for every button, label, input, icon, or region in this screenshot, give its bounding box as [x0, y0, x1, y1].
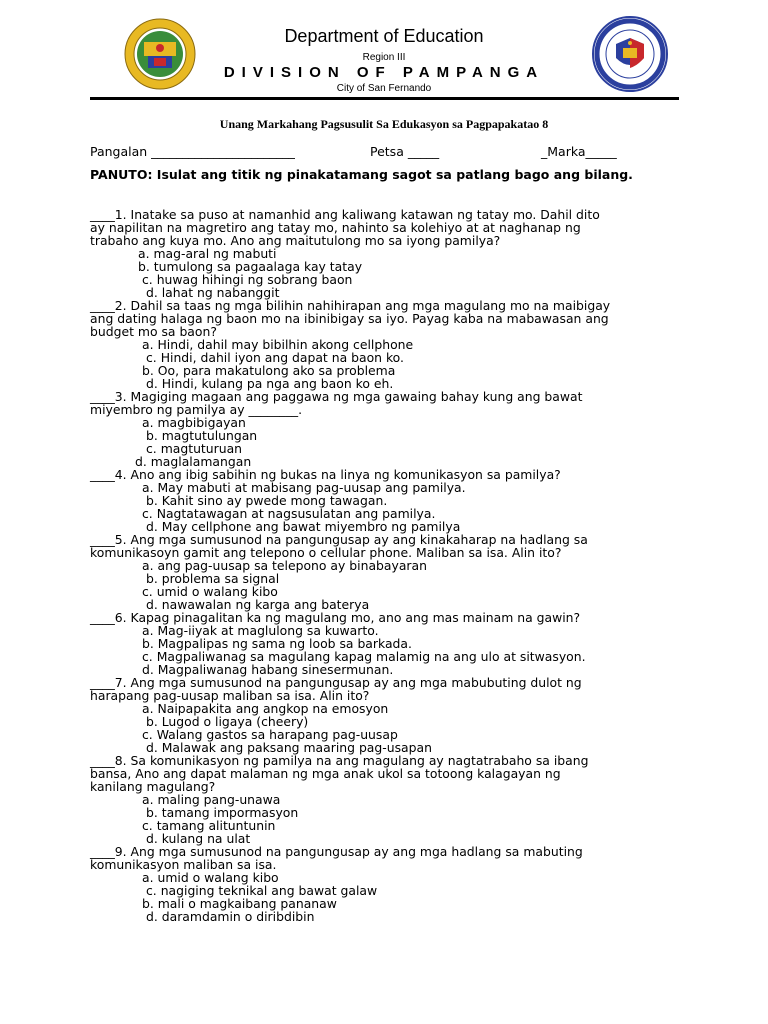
answer-choice: a. Hindi, dahil may bibilhin akong cellphone	[142, 337, 414, 352]
question-line: ____2. Dahil sa taas ng mga bilihin nahihirapan ang mga magulang mo na maibigay	[90, 298, 611, 313]
answer-choice: d. nawawalan ng karga ang baterya	[146, 597, 370, 612]
question-line: ____6. Kapag pinagalitan ka ng magulang mo, ano ang mas mainam na gawin?	[90, 610, 581, 625]
answer-choice: b. Magpalipas ng sama ng loob sa barkada.	[142, 636, 412, 651]
question-line: komunikasoyn gamit ang telepono o cellular phone. Maliban sa isa. Alin ito?	[90, 545, 562, 560]
header-title: Department of Education	[284, 26, 484, 46]
answer-choice: b. mali o magkaibang pananaw	[142, 896, 337, 911]
answer-choice: d. daramdamin o diribdibin	[146, 909, 315, 924]
answer-choice: c. huwag hihingi ng sobrang baon	[142, 272, 353, 287]
answer-choice: b. magtutulungan	[146, 428, 258, 443]
answer-choice: a. magbibigayan	[142, 415, 246, 430]
answer-choice: c. Walang gastos sa harapang pag-uusap	[142, 727, 398, 742]
question-line: harapang pag-uusap maliban sa isa. Alin ito?	[90, 688, 370, 703]
exam-title: Unang Markahang Pagsusulit Sa Edukasyon sa Pagpapakatao 8	[219, 117, 549, 131]
answer-choice: a. Mag-iiyak at maglulong sa kuwarto.	[142, 623, 379, 638]
question-line: ____3. Magiging magaan ang paggawa ng mga gawaing bahay kung ang bawat	[90, 389, 583, 404]
answer-choice: c. umid o walang kibo	[142, 584, 278, 599]
question-line: bansa, Ano ang dapat malaman ng mga anak ukol sa totoong kalagayan ng	[90, 766, 561, 781]
question-line: ____4. Ano ang ibig sabihin ng bukas na linya ng komunikasyon sa pamilya?	[90, 467, 561, 482]
answer-choice: b. Lugod o ligaya (cheery)	[146, 714, 309, 729]
answer-choice: a. ang pag-uusap sa telepono ay binabayaran	[142, 558, 427, 573]
header-division: DIVISION OF PAMPANGA	[223, 64, 545, 81]
question-line: budget mo sa baon?	[90, 324, 217, 339]
answer-choice: b. tumulong sa pagaalaga kay tatay	[138, 259, 363, 274]
answer-choice: d. Hindi, kulang pa nga ang baon ko eh.	[146, 376, 394, 391]
answer-choice: b. Oo, para makatulong ako sa problema	[142, 363, 396, 378]
header-region: Region III	[362, 52, 406, 63]
question-line: kanilang magulang?	[90, 779, 216, 794]
answer-choice: c. magtuturuan	[146, 441, 243, 456]
question-line: ang dating halaga ng baon mo na ibinibigay sa iyo. Payag kaba na mabawasan ang	[90, 311, 609, 326]
question-line: miyembro ng pamilya ay ________.	[90, 402, 303, 417]
answer-choice: b. problema sa signal	[146, 571, 280, 586]
question-line: ____1. Inatake sa puso at namanhid ang kaliwang katawan ng tatay mo. Dahil dito	[90, 207, 600, 222]
answer-choice: d. lahat ng nabanggit	[146, 285, 280, 300]
question-line: ____8. Sa komunikasyon ng pamilya na ang magulang ay nagtatrabaho sa ibang	[90, 753, 589, 768]
answer-choice: d. kulang na ulat	[146, 831, 251, 846]
header-divider	[90, 97, 679, 100]
answer-choice: a. umid o walang kibo	[142, 870, 279, 885]
answer-choice: d. Magpaliwanag habang sinesermunan.	[142, 662, 394, 677]
answer-choice: c. Hindi, dahil iyon ang dapat na baon ko.	[146, 350, 404, 365]
answer-choice: d. May cellphone ang bawat miyembro ng pamilya	[146, 519, 461, 534]
name-field: Pangalan _______________________	[90, 144, 295, 159]
header-city: City of San Fernando	[336, 83, 432, 94]
score-field: _Marka_____	[541, 144, 617, 159]
answer-choice: a. maling pang-unawa	[142, 792, 281, 807]
answer-choice: c. Nagtatawagan at nagsusulatan ang pamilya.	[142, 506, 436, 521]
answer-choice: a. May mabuti at mabisang pag-uusap ang pamilya.	[142, 480, 466, 495]
answer-choice: a. Naipapakita ang angkop na emosyon	[142, 701, 389, 716]
answer-choice: c. Magpaliwanag sa magulang kapag malamig na ang ulo at sitwasyon.	[142, 649, 586, 664]
question-line: ____9. Ang mga sumusunod na pangungusap ay ang mga hadlang sa mabuting	[90, 844, 583, 859]
answer-choice: a. mag-aral ng mabuti	[138, 246, 277, 261]
answer-choice: c. tamang alituntunin	[142, 818, 276, 833]
question-line: ____7. Ang mga sumusunod na pangungusap ay ang mga mabubuting dulot ng	[90, 675, 582, 690]
question-line: komunikasyon maliban sa isa.	[90, 857, 277, 872]
answer-choice: d. maglalamangan	[135, 454, 252, 469]
instructions: PANUTO: Isulat ang titik ng pinakatamang sagot sa patlang bago ang bilang.	[90, 167, 633, 182]
question-line: ____5. Ang mga sumusunod na pangungusap ay ang kinakaharap na hadlang sa	[90, 532, 588, 547]
question-line: ay napilitan na magretiro ang tatay mo, nahinto sa kolehiyo at at naghanap ng	[90, 220, 581, 235]
answer-choice: b. tamang impormasyon	[146, 805, 299, 820]
date-field: Petsa _____	[370, 144, 440, 159]
answer-choice: d. Malawak ang paksang maaring pag-usapan	[146, 740, 432, 755]
answer-choice: b. Kahit sino ay pwede mong tawagan.	[146, 493, 388, 508]
question-line: trabaho ang kuya mo. Ano ang maitutulong mo sa iyong pamilya?	[90, 233, 501, 248]
answer-choice: c. nagiging teknikal ang bawat galaw	[146, 883, 378, 898]
